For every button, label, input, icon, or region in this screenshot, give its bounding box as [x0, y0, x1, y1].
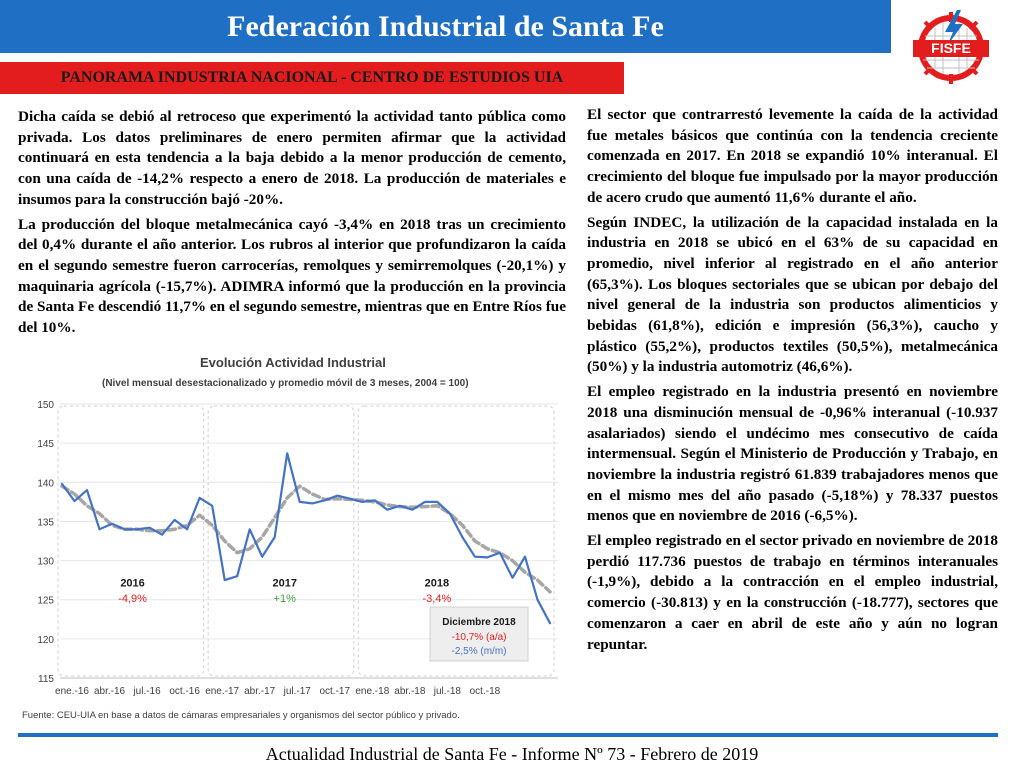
industrial-activity-chart — [18, 349, 566, 723]
y-tick-label: 125 — [37, 595, 54, 607]
right-paragraph-3: El empleo registrado en la industria presentó en noviembre 2018 una disminución mensual de -0,96% interanual (-10.937 asalariados) siendo el undécimo mes consecutivo de caída intermensual. Según el Ministerio de Producción y Trabajo, en noviembre la industria registró 61.839 trabajadores menos que en el mismo mes del año pasado (-5,18%) y 78.337 puestos menos que en noviembre de 2016 (-6,5%). — [587, 383, 998, 525]
period-year-label: 2016 — [120, 577, 145, 590]
annotation-mom: -2,5% (m/m) — [451, 646, 507, 657]
x-tick-label: ene.-16 — [55, 686, 89, 697]
chart-source: Fuente: CEU-UIA en base a datos de cámaras empresariales y organismos del sector público y privado. — [22, 710, 460, 721]
fisfe-logo — [905, 6, 997, 86]
x-tick-label: oct.-18 — [469, 686, 501, 697]
x-tick-label: abr.-17 — [244, 686, 276, 697]
x-tick-label: oct.-16 — [169, 686, 200, 697]
y-tick-label: 130 — [37, 556, 54, 568]
right-paragraph-2: Según INDEC, la utilización de la capacidad instalada en la industria en 2018 se ubicó en el 63% de su capacidad en promedio, nivel inferior al registrado en el año anterior (65,3%). Los bloques sectoriales que se ubican por debajo del nivel general de la industria son productos alimenticios y bebidas (61,8%), edición e impresión (56,3%), caucho y plástico (55,2%), productos textiles (50,5%), metalmecánica (50%) y la industria automotriz (46,6%). — [587, 213, 998, 376]
period-change-label: -3,4% — [422, 593, 452, 606]
footer-text: Actualidad Industrial de Santa Fe - Informe Nº 73 - Febrero de 2019 — [265, 744, 759, 764]
footer-divider — [18, 733, 998, 737]
y-tick-label: 120 — [37, 634, 54, 646]
annotation-title: Diciembre 2018 — [442, 617, 516, 628]
y-tick-label: 140 — [37, 478, 54, 490]
right-paragraph-4: El empleo registrado en el sector privado en noviembre de 2018 perdió 117.736 puestos de trabajo en términos interanuales (-1,9%), debido a la contracción en el empleo industrial, comercio (-30.813) y en la construcción (-18.777), sectores que comenzaron a caer en abril de este año y aún no logran repuntar. — [587, 532, 998, 653]
y-tick-label: 145 — [37, 439, 54, 451]
period-year-label: 2018 — [424, 577, 450, 590]
annotation-yoy: -10,7% (a/a) — [451, 632, 507, 643]
x-tick-label: ene.-17 — [205, 686, 240, 697]
x-tick-label: jul.-18 — [433, 686, 462, 697]
y-tick-label: 150 — [37, 400, 54, 411]
page-title: Federación Industrial de Santa Fe — [227, 10, 664, 43]
left-paragraph-2: La producción del bloque metalmecánica cayó -3,4% en 2018 tras un crecimiento del 0,4% durante el año anterior. Los rubros al interior que profundizaron la caída en el segundo semestre fueron carrocerías, remolques y semirremolques (-20,1%) y maquinaria agrícola (-15,7%). ADIMRA informó que la producción en la provincia de Santa Fe descendió 11,7% en el segundo semestre, mientras que en Entre Ríos fue del 10%. — [18, 215, 566, 337]
right-paragraph-1: El sector que contrarrestó levemente la caída de la actividad fue metales básicos que continúa con la tendencia creciente comenzada en 2017. En 2018 se expandió 10% interanual. El crecimiento del bloque fue impulsado por la mayor producción de acero crudo que aumentó 11,6% durante el año. — [587, 106, 998, 206]
x-tick-label: jul.-17 — [283, 686, 311, 697]
section-subtitle: PANORAMA INDUSTRIA NACIONAL - CENTRO DE ESTUDIOS UIA — [60, 69, 564, 86]
y-tick-label: 135 — [37, 517, 54, 529]
period-change-label: +1% — [273, 593, 296, 606]
logo-text: FISFE — [931, 40, 971, 56]
chart-canvas — [18, 349, 566, 723]
fisfe-logo-graphic — [905, 6, 997, 86]
x-tick-label: oct.-17 — [319, 686, 351, 697]
left-paragraph-1: Dicha caída se debió al retroceso que experimentó la actividad tanto pública como privada. Los datos preliminares de enero permiten afirmar que la actividad continuará en esta tendencia a la baja debido a la menor producción de cemento, con una caída de -14,2% respecto a enero de 2018. La producción de materiales e insumos para la construcción bajó -20%. — [18, 108, 566, 208]
x-tick-label: jul.-16 — [133, 686, 161, 697]
left-column — [18, 107, 566, 343]
right-column — [587, 105, 998, 659]
chart-subtitle: (Nivel mensual desestacionalizado y promedio móvil de 3 meses, 2004 = 100) — [102, 378, 469, 389]
x-tick-label: ene.-18 — [355, 686, 390, 697]
x-tick-label: abr.-18 — [394, 686, 426, 697]
period-year-label: 2017 — [272, 577, 297, 590]
y-tick-label: 115 — [38, 674, 54, 685]
x-tick-label: abr.-16 — [93, 686, 126, 697]
chart-title: Evolución Actividad Industrial — [200, 355, 386, 370]
period-change-label: -4,9% — [118, 593, 147, 606]
